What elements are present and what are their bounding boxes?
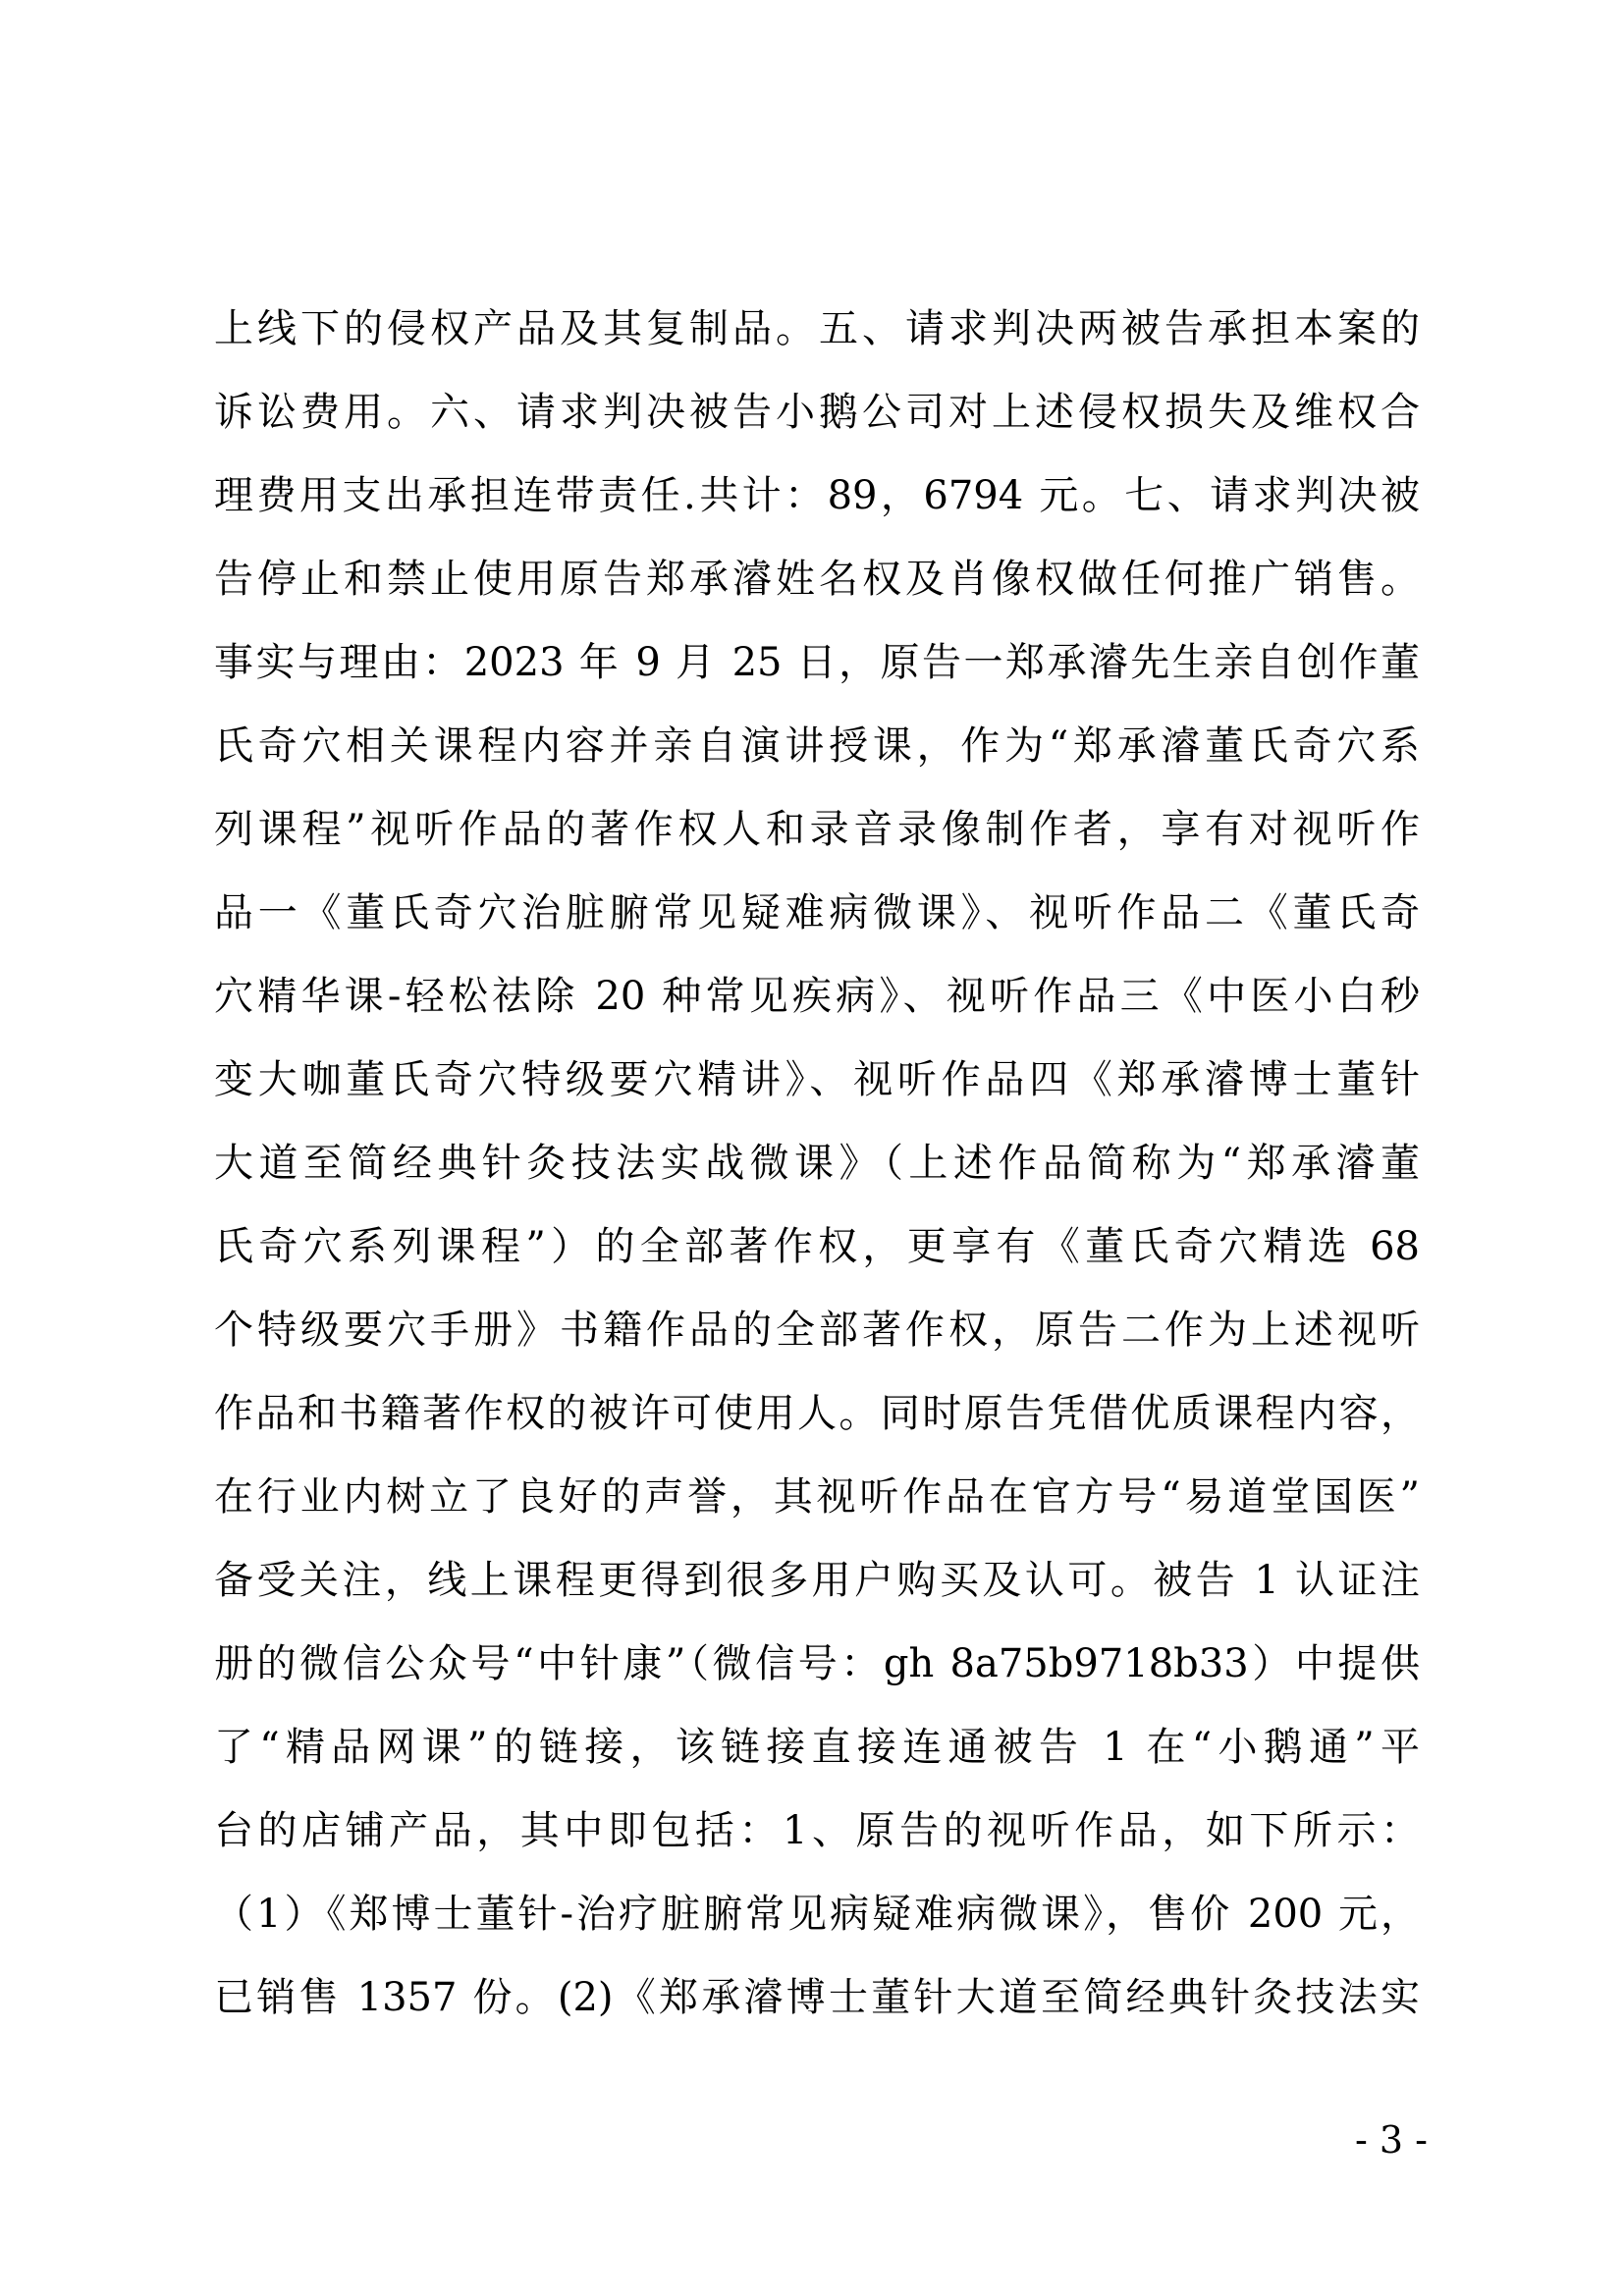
text-line: 变大咖董氏奇穴特级要穴精讲》、视听作品四《郑承濬博士董针 (214, 1057, 1420, 1102)
text-line: 氏奇穴相关课程内容并亲自演讲授课，作为“郑承濬董氏奇穴系 (214, 723, 1420, 769)
text-line: 大道至简经典针灸技法实战微课》（上述作品简称为“郑承濬董 (214, 1141, 1420, 1186)
text-line: 册的微信公众号“中针康”（微信号：gh 8a75b9718b33）中提供 (214, 1641, 1420, 1686)
text-line: 备受关注，线上课程更得到很多用户购买及认可。被告 1 认证注 (214, 1558, 1420, 1603)
text-line: 穴精华课-轻松祛除 20 种常见疾病》、视听作品三《中医小白秒 (214, 974, 1420, 1019)
text-line: 告停止和禁止使用原告郑承濬姓名权及肖像权做任何推广销售。 (214, 557, 1420, 602)
text-line: 氏奇穴系列课程”）的全部著作权，更享有《董氏奇穴精选 68 (214, 1224, 1420, 1269)
page-number: - 3 - (1354, 2118, 1428, 2162)
text-line: 理费用支出承担连带责任.共计：89，6794 元。七、请求判决被 (214, 473, 1420, 518)
body-text (214, 294, 1420, 2047)
text-line: 事实与理由：2023 年 9 月 25 日，原告一郑承濬先生亲自创作董 (214, 640, 1420, 685)
text-line: 台的店铺产品，其中即包括：1、原告的视听作品，如下所示： (214, 1808, 1420, 1853)
text-line: 作品和书籍著作权的被许可使用人。同时原告凭借优质课程内容， (214, 1391, 1420, 1436)
text-line: 品一《董氏奇穴治脏腑常见疑难病微课》、视听作品二《董氏奇 (214, 890, 1420, 935)
text-line: 在行业内树立了良好的声誉，其视听作品在官方号“易道堂国医” (214, 1474, 1420, 1520)
text-line: 上线下的侵权产品及其复制品。五、请求判决两被告承担本案的 (214, 306, 1420, 351)
text-line: 已销售 1357 份。(2)《郑承濬博士董针大道至简经典针灸技法实 (214, 1975, 1420, 2020)
text-line: 诉讼费用。六、请求判决被告小鹅公司对上述侵权损失及维权合 (214, 390, 1420, 435)
text-line: 个特级要穴手册》书籍作品的全部著作权，原告二作为上述视听 (214, 1308, 1420, 1353)
text-line: 列课程”视听作品的著作权人和录音录像制作者，享有对视听作 (214, 807, 1420, 852)
text-line: 了“精品网课”的链接，该链接直接连通被告 1 在“小鹅通”平 (214, 1725, 1420, 1770)
text-line: （1）《郑博士董针-治疗脏腑常见病疑难病微课》，售价 200 元， (214, 1892, 1420, 1937)
